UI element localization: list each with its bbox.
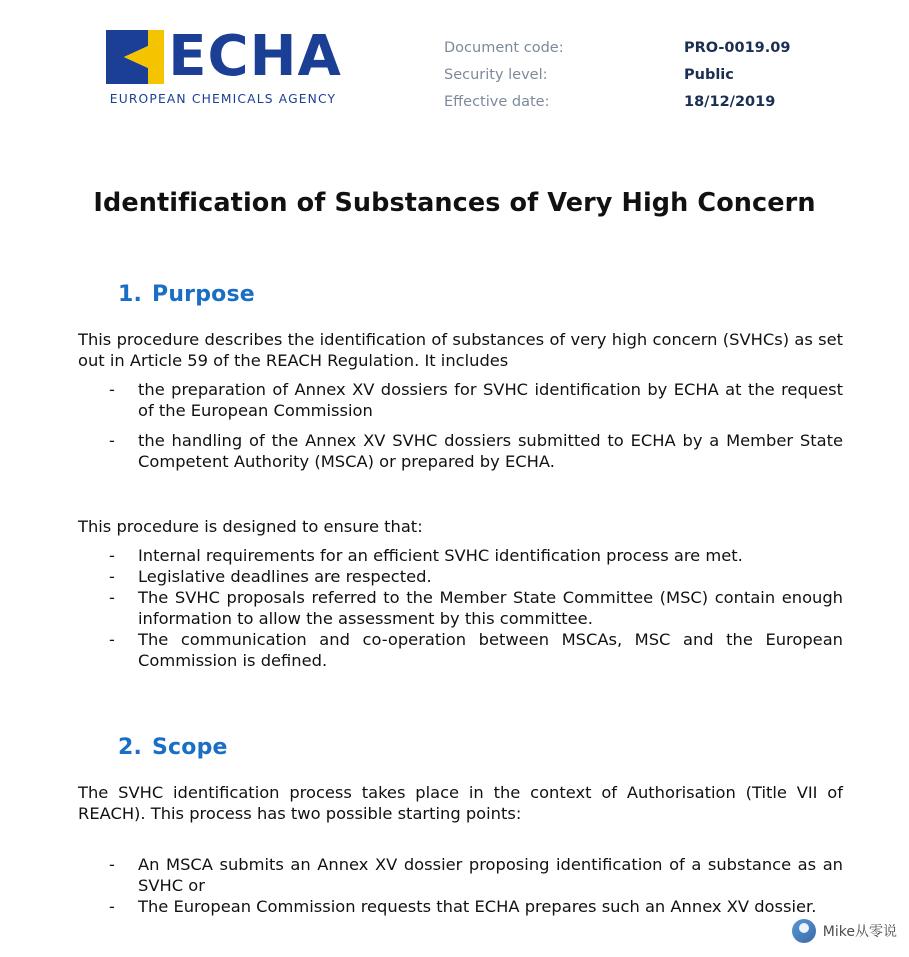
- bullet-dash: -: [109, 630, 115, 649]
- list-item-text: the preparation of Annex XV dossiers for SVHC identification by ECHA at the request of the European Commission: [138, 380, 843, 420]
- list-item-text: The European Commission requests that ECHA prepares such an Annex XV dossier.: [138, 897, 817, 916]
- section-2-intro: The SVHC identification process takes place in the context of Authorisation (Title VII of REACH). This process has two possible starting points:: [78, 783, 843, 823]
- list-item: [78, 854, 843, 896]
- bullet-dash: -: [109, 567, 115, 586]
- watermark-avatar-icon: [792, 919, 816, 943]
- bullet-dash: -: [109, 855, 115, 874]
- document-header: [0, 0, 909, 110]
- logo-wordmark: ECHA: [168, 24, 342, 89]
- list-item: [78, 545, 843, 566]
- spacer: [78, 824, 843, 846]
- list-item-text: the handling of the Annex XV SVHC dossiers submitted to ECHA by a Member State Competent Authority (MSCA) or prepared by ECHA.: [138, 431, 843, 471]
- section-number-2: 2.: [118, 735, 143, 760]
- list-item: [78, 566, 843, 587]
- spacer: [78, 472, 843, 494]
- page-title: Identification of Substances of Very High Concern: [93, 188, 816, 218]
- section-2-bullet-list: [78, 854, 843, 917]
- section-1-second-bullet-list: [78, 545, 843, 671]
- list-item: [78, 629, 843, 671]
- list-item: [78, 379, 843, 421]
- meta-value-document-code: PRO-0019.09: [684, 40, 791, 56]
- meta-label-document-code: Document code:: [444, 40, 564, 56]
- logo-row: [104, 24, 342, 89]
- list-item-text: Legislative deadlines are respected.: [138, 567, 432, 586]
- bullet-dash: -: [109, 897, 115, 916]
- meta-label-security-level: Security level:: [444, 67, 548, 83]
- section-heading-scope: [78, 735, 843, 760]
- watermark-text: Mike从零说: [822, 924, 897, 940]
- list-item: [78, 896, 843, 917]
- section-title-1: Purpose: [152, 282, 255, 307]
- echa-logo-mark-icon: [104, 28, 166, 86]
- bullet-dash: -: [109, 546, 115, 565]
- list-item-text: An MSCA submits an Annex XV dossier proposing identification of a substance as an SVHC or: [138, 855, 843, 895]
- logo-tagline: EUROPEAN CHEMICALS AGENCY: [109, 92, 337, 106]
- section-1-intro: This procedure describes the identification of substances of very high concern (SVHCs) as set out in Article 59 of the REACH Regulation. It includes: [78, 330, 843, 370]
- section-number-1: 1.: [118, 282, 143, 307]
- list-item-text: The SVHC proposals referred to the Member State Committee (MSC) contain enough information to allow the assessment by this committee.: [138, 588, 843, 628]
- bullet-dash: -: [109, 588, 115, 607]
- bullet-dash: -: [109, 431, 115, 450]
- list-item-text: Internal requirements for an efficient SVHC identification process are met.: [138, 546, 743, 565]
- meta-label-effective-date: Effective date:: [444, 94, 550, 110]
- list-item: [78, 430, 843, 472]
- document-body: [0, 282, 909, 917]
- list-item: [78, 587, 843, 629]
- section-1-bullet-list: [78, 379, 843, 472]
- bullet-dash: -: [109, 380, 115, 399]
- list-item-text: The communication and co-operation between MSCAs, MSC and the European Commission is defined.: [138, 630, 843, 670]
- echa-logo: [84, 24, 362, 106]
- section-heading-purpose: [78, 282, 843, 307]
- document-metadata: [444, 40, 790, 110]
- section-title-2: Scope: [152, 735, 228, 760]
- section-1-second-intro: This procedure is designed to ensure that:: [78, 517, 423, 536]
- meta-value-effective-date: 18/12/2019: [684, 94, 776, 110]
- watermark: [792, 919, 897, 943]
- meta-value-security-level: Public: [684, 67, 734, 83]
